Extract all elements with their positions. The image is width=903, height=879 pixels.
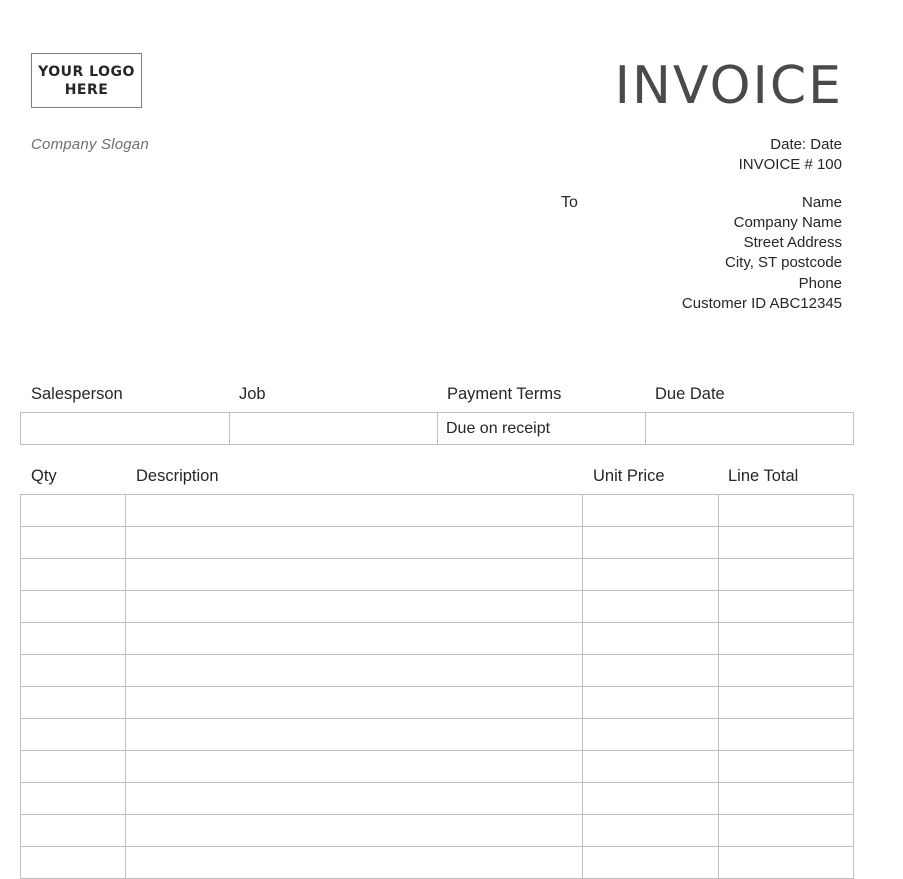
- items-header-qty: Qty: [31, 467, 57, 485]
- payment-terms-cell[interactable]: Due on receipt: [438, 413, 646, 445]
- bill-to-street: Street Address: [743, 234, 842, 251]
- description-cell[interactable]: [126, 751, 583, 783]
- unit-price-cell[interactable]: [583, 687, 719, 719]
- unit-price-cell[interactable]: [583, 847, 719, 879]
- line-total-cell[interactable]: [719, 623, 854, 655]
- description-cell[interactable]: [126, 847, 583, 879]
- qty-cell[interactable]: [21, 591, 126, 623]
- description-cell[interactable]: [126, 527, 583, 559]
- table-row: [21, 495, 854, 527]
- qty-cell[interactable]: [21, 655, 126, 687]
- unit-price-cell[interactable]: [583, 623, 719, 655]
- description-cell[interactable]: [126, 815, 583, 847]
- invoice-date: Date: Date: [770, 136, 842, 153]
- line-total-cell[interactable]: [719, 687, 854, 719]
- items-table: [20, 494, 854, 879]
- unit-price-cell[interactable]: [583, 527, 719, 559]
- table-row: [21, 815, 854, 847]
- qty-cell[interactable]: [21, 495, 126, 527]
- qty-cell[interactable]: [21, 527, 126, 559]
- bill-to-city: City, ST postcode: [725, 254, 842, 271]
- company-slogan: Company Slogan: [31, 136, 149, 153]
- qty-cell[interactable]: [21, 559, 126, 591]
- line-total-cell[interactable]: [719, 783, 854, 815]
- table-row: [21, 783, 854, 815]
- invoice-title: INVOICE: [614, 56, 843, 116]
- items-header-unit-price: Unit Price: [593, 467, 665, 485]
- description-cell[interactable]: [126, 719, 583, 751]
- job-cell[interactable]: [230, 413, 438, 445]
- line-total-cell[interactable]: [719, 591, 854, 623]
- logo-line-1: YOUR LOGO: [38, 63, 135, 80]
- job-header-due-date: Due Date: [655, 385, 725, 403]
- table-row: [21, 655, 854, 687]
- qty-cell[interactable]: [21, 719, 126, 751]
- logo-line-2: HERE: [64, 81, 109, 98]
- due-date-cell[interactable]: [646, 413, 854, 445]
- line-total-cell[interactable]: [719, 719, 854, 751]
- salesperson-cell[interactable]: [21, 413, 230, 445]
- items-header-description: Description: [136, 467, 219, 485]
- line-total-cell[interactable]: [719, 527, 854, 559]
- qty-cell[interactable]: [21, 783, 126, 815]
- bill-to-customer-id: Customer ID ABC12345: [681, 295, 842, 312]
- table-row: [21, 687, 854, 719]
- description-cell[interactable]: [126, 655, 583, 687]
- description-cell[interactable]: [126, 687, 583, 719]
- bill-to-company: Company Name: [733, 214, 842, 231]
- bill-to-name: Name: [801, 194, 842, 211]
- table-row: [21, 719, 854, 751]
- unit-price-cell[interactable]: [583, 783, 719, 815]
- qty-cell[interactable]: [21, 687, 126, 719]
- qty-cell[interactable]: [21, 751, 126, 783]
- unit-price-cell[interactable]: [583, 655, 719, 687]
- line-total-cell[interactable]: [719, 815, 854, 847]
- qty-cell[interactable]: [21, 623, 126, 655]
- line-total-cell[interactable]: [719, 655, 854, 687]
- unit-price-cell[interactable]: [583, 591, 719, 623]
- bill-to-label: To: [561, 194, 578, 211]
- line-total-cell[interactable]: [719, 751, 854, 783]
- invoice-number: INVOICE # 100: [738, 156, 842, 173]
- table-row: [21, 623, 854, 655]
- table-row: [21, 559, 854, 591]
- job-header-payment-terms: Payment Terms: [447, 385, 562, 403]
- table-row: [21, 751, 854, 783]
- description-cell[interactable]: [126, 783, 583, 815]
- table-row: [21, 527, 854, 559]
- table-row: [21, 847, 854, 879]
- bill-to-phone: Phone: [798, 275, 842, 292]
- items-header-line-total: Line Total: [728, 467, 799, 485]
- job-table-row: [21, 413, 854, 445]
- unit-price-cell[interactable]: [583, 751, 719, 783]
- description-cell[interactable]: [126, 559, 583, 591]
- unit-price-cell[interactable]: [583, 719, 719, 751]
- company-logo-placeholder: [31, 53, 142, 108]
- qty-cell[interactable]: [21, 815, 126, 847]
- job-header-salesperson: Salesperson: [31, 385, 123, 403]
- description-cell[interactable]: [126, 591, 583, 623]
- qty-cell[interactable]: [21, 847, 126, 879]
- unit-price-cell[interactable]: [583, 815, 719, 847]
- line-total-cell[interactable]: [719, 495, 854, 527]
- job-table: [20, 412, 854, 445]
- description-cell[interactable]: [126, 495, 583, 527]
- unit-price-cell[interactable]: [583, 559, 719, 591]
- unit-price-cell[interactable]: [583, 495, 719, 527]
- description-cell[interactable]: [126, 623, 583, 655]
- table-row: [21, 591, 854, 623]
- job-header-job: Job: [239, 385, 266, 403]
- line-total-cell[interactable]: [719, 559, 854, 591]
- line-total-cell[interactable]: [719, 847, 854, 879]
